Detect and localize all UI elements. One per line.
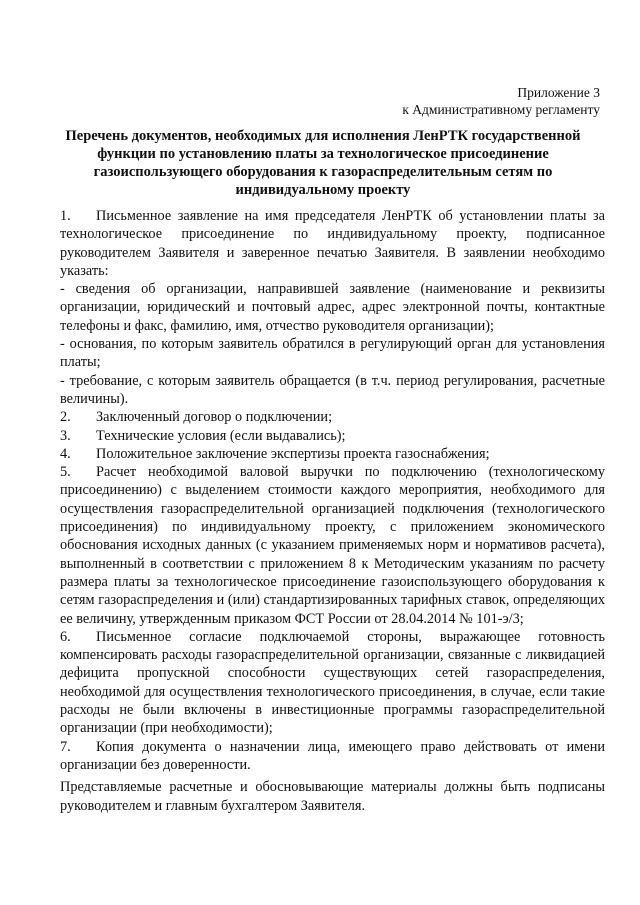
list-item-number: 2. xyxy=(60,409,71,426)
list-item-text: Расчет необходимой валовой выручки по подключению (технологическому присоединению) с выделением стоимости каждого мероприятия, необходимого для осуществления газораспределительной организацией подключения (технологического присоединения) по индивидуальному проекту, с приложением экономического обоснования исходных данных (с указанием применяемых норм и нормативов расчета), выполненный в соответствии с приложением 8 к Методическим указаниям по расчету размера платы за технологическое присоединение газоиспользующего оборудования к сетям газораспределения и (или) стандартизированных тарифных ставок, определяющих ее величину, утвержденным приказом ФСТ России от 28.04.2014 № 101-э/3; xyxy=(60,464,605,627)
list-item-number: 3. xyxy=(60,427,71,444)
list-item-5 xyxy=(60,463,605,628)
list-item-number: 5. xyxy=(60,464,71,481)
closing-paragraph: Представляемые расчетные и обосновывающие материалы должны быть подписаны руководителем и главным бухгалтером Заявителя. xyxy=(60,779,605,814)
document-title: Перечень документов, необходимых для исполнения ЛенРТК государственной функции по установлению платы за технологическое присоединение газоиспользующего оборудования к газораспределительным сетям по индивидуальному проекту xyxy=(65,128,581,198)
document-body xyxy=(60,207,605,815)
list-item-text: Положительное заключение экспертизы проекта газоснабжения; xyxy=(96,445,490,462)
list-item-number: 4. xyxy=(60,445,71,462)
list-item-7 xyxy=(60,738,605,775)
subitem-organization-info: - сведения об организации, направившей заявление (наименование и реквизиты организации, юридический и почтовый адрес, адрес электронной почты, контактные телефоны и факс, фамилию, имя, отчество руководителя организации); xyxy=(60,281,605,334)
appendix-number: Приложение 3 xyxy=(517,85,600,100)
list-item-6 xyxy=(60,628,605,738)
subitem-grounds: - основания, по которым заявитель обратился в регулирующий орган для установления платы; xyxy=(60,336,605,371)
list-item-text: Письменное заявление на имя председателя ЛенРТК об установлении платы за технологическое присоединение по индивидуальному проекту, подписанное руководителем Заявителя и заверенное печатью Заявителя. В заявлении необходимо указать: xyxy=(60,208,605,279)
list-item-text: Заключенный договор о подключении; xyxy=(96,409,333,426)
list-item-number: 6. xyxy=(60,628,71,645)
list-item-text: Письменное согласие подключаемой стороны, выражающее готовность компенсировать расходы газораспределительной организации, связанные с ликвидацией дефицита пропускной способности существующих сетей газораспределения, необходимой для осуществления технологического присоединения, в случае, если такие расходы не были включены в инвестиционные программы газораспределительной организации (при необходимости); xyxy=(60,628,605,737)
list-item-3 xyxy=(60,427,605,445)
list-item-text: Технические условия (если выдавались); xyxy=(96,427,346,444)
list-item-4 xyxy=(60,445,605,463)
appendix-reference xyxy=(402,84,600,118)
appendix-regulation: к Административному регламенту xyxy=(402,102,600,117)
list-item-2 xyxy=(60,408,605,426)
list-item-text: Копия документа о назначении лица, имеющего право действовать от имени организации без доверенности. xyxy=(60,738,605,773)
subitem-requirement: - требование, с которым заявитель обращается (в т.ч. период регулирования, расчетные величины). xyxy=(60,372,605,407)
list-item-number: 7. xyxy=(60,738,71,755)
list-item-number: 1. xyxy=(60,208,71,224)
list-item-1 xyxy=(60,207,605,280)
